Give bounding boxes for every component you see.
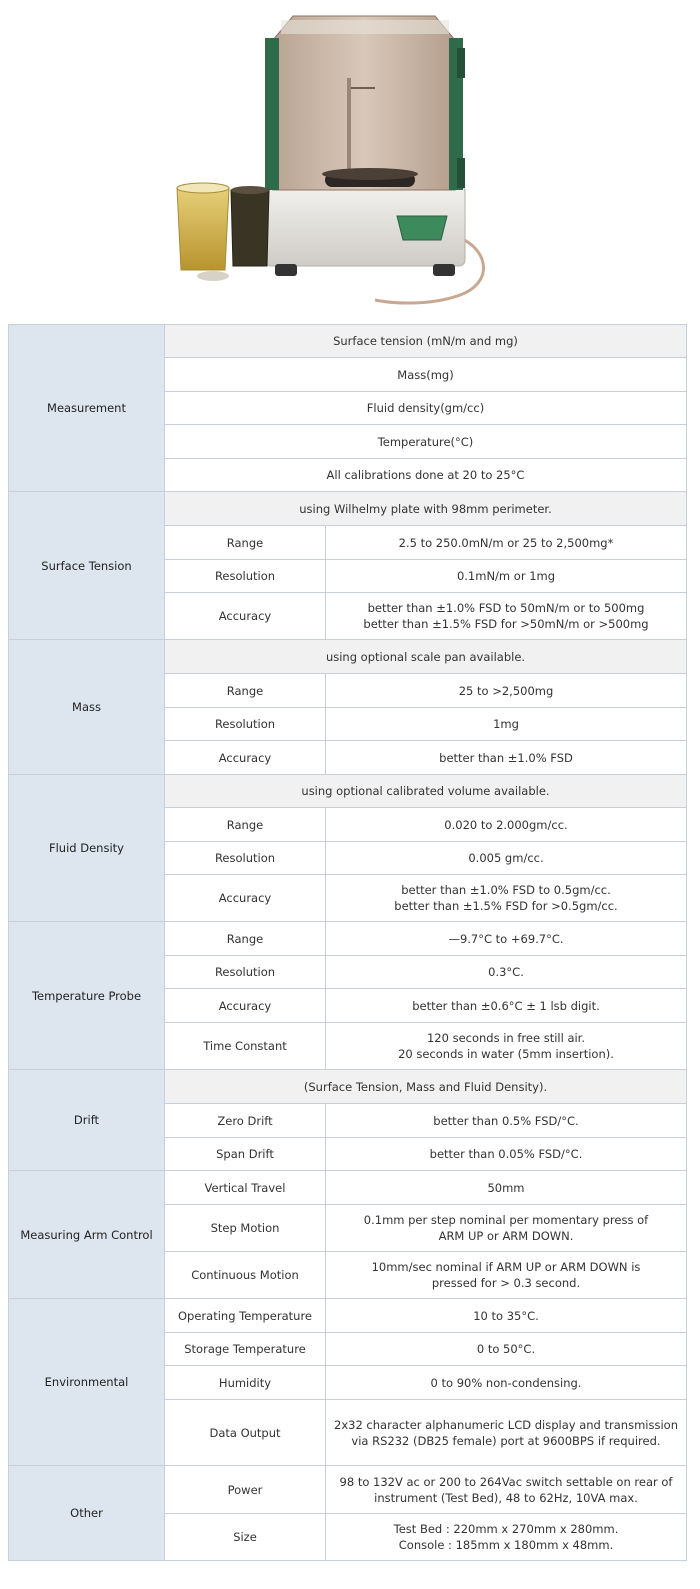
param-label: Time Constant <box>165 1023 326 1070</box>
param-value: better than ±1.0% FSD <box>326 741 687 775</box>
category-environmental: Environmental <box>9 1299 165 1466</box>
param-value: 50mm <box>326 1171 687 1205</box>
param-value: 0 to 50°C. <box>326 1333 687 1366</box>
param-label: Continuous Motion <box>165 1252 326 1299</box>
category-temperature-probe: Temperature Probe <box>9 922 165 1070</box>
param-label: Storage Temperature <box>165 1333 326 1366</box>
param-label: Range <box>165 808 326 842</box>
param-label: Accuracy <box>165 593 326 640</box>
param-label: Resolution <box>165 708 326 741</box>
measurement-line: Surface tension (mN/m and mg) <box>165 325 687 358</box>
param-value: 0.3°C. <box>326 956 687 989</box>
param-label: Resolution <box>165 842 326 875</box>
surface-tension-note: using Wilhelmy plate with 98mm perimeter. <box>165 492 687 526</box>
param-value: better than 0.05% FSD/°C. <box>326 1138 687 1171</box>
category-fluid-density: Fluid Density <box>9 775 165 922</box>
param-label: Operating Temperature <box>165 1299 326 1333</box>
category-mass: Mass <box>9 640 165 775</box>
param-label: Span Drift <box>165 1138 326 1171</box>
param-value: better than ±0.6°C ± 1 lsb digit. <box>326 989 687 1023</box>
param-label: Accuracy <box>165 875 326 922</box>
category-measurement: Measurement <box>9 325 165 492</box>
param-value: 98 to 132V ac or 200 to 264Vac switch settable on rear of instrument (Test Bed), 48 to 62Hz, 10VA max. <box>326 1466 687 1514</box>
product-photo <box>165 8 495 308</box>
param-value: 0.1mN/m or 1mg <box>326 560 687 593</box>
param-value: 0.020 to 2.000gm/cc. <box>326 808 687 842</box>
param-value: better than 0.5% FSD/°C. <box>326 1104 687 1138</box>
param-value: —9.7°C to +69.7°C. <box>326 922 687 956</box>
param-value: better than ±1.0% FSD to 0.5gm/cc. better than ±1.5% FSD for >0.5gm/cc. <box>326 875 687 922</box>
param-value: 120 seconds in free still air. 20 seconds in water (5mm insertion). <box>326 1023 687 1070</box>
param-label: Resolution <box>165 956 326 989</box>
param-value: Test Bed : 220mm x 270mm x 280mm. Console : 185mm x 180mm x 48mm. <box>326 1514 687 1561</box>
measurement-line: Mass(mg) <box>165 358 687 392</box>
param-value: 2x32 character alphanumeric LCD display and transmission via RS232 (DB25 female) port at 9600BPS if required. <box>326 1400 687 1466</box>
param-label: Range <box>165 674 326 708</box>
param-label: Resolution <box>165 560 326 593</box>
param-label: Humidity <box>165 1366 326 1400</box>
param-label: Zero Drift <box>165 1104 326 1138</box>
param-label: Power <box>165 1466 326 1514</box>
param-value: 2.5 to 250.0mN/m or 25 to 2,500mg* <box>326 526 687 560</box>
category-measuring-arm-control: Measuring Arm Control <box>9 1171 165 1299</box>
param-label: Data Output <box>165 1400 326 1466</box>
param-label: Range <box>165 922 326 956</box>
category-other: Other <box>9 1466 165 1561</box>
measurement-line: Fluid density(gm/cc) <box>165 392 687 425</box>
drift-note: (Surface Tension, Mass and Fluid Density). <box>165 1070 687 1104</box>
category-drift: Drift <box>9 1070 165 1171</box>
param-label: Step Motion <box>165 1205 326 1252</box>
mass-note: using optional scale pan available. <box>165 640 687 674</box>
param-label: Accuracy <box>165 741 326 775</box>
param-value: 0.1mm per step nominal per momentary press of ARM UP or ARM DOWN. <box>326 1205 687 1252</box>
param-value: 0.005 gm/cc. <box>326 842 687 875</box>
param-value: 10 to 35°C. <box>326 1299 687 1333</box>
param-value: 25 to >2,500mg <box>326 674 687 708</box>
category-surface-tension: Surface Tension <box>9 492 165 640</box>
param-value: 1mg <box>326 708 687 741</box>
param-label: Range <box>165 526 326 560</box>
measurement-line: All calibrations done at 20 to 25°C <box>165 459 687 492</box>
param-value: 10mm/sec nominal if ARM UP or ARM DOWN is pressed for > 0.3 second. <box>326 1252 687 1299</box>
specifications-table <box>8 324 687 1561</box>
param-value: 0 to 90% non-condensing. <box>326 1366 687 1400</box>
param-label: Vertical Travel <box>165 1171 326 1205</box>
param-label: Accuracy <box>165 989 326 1023</box>
param-value: better than ±1.0% FSD to 50mN/m or to 500mg better than ±1.5% FSD for >50mN/m or >500mg <box>326 593 687 640</box>
fluid-density-note: using optional calibrated volume available. <box>165 775 687 808</box>
measurement-line: Temperature(°C) <box>165 425 687 459</box>
param-label: Size <box>165 1514 326 1561</box>
